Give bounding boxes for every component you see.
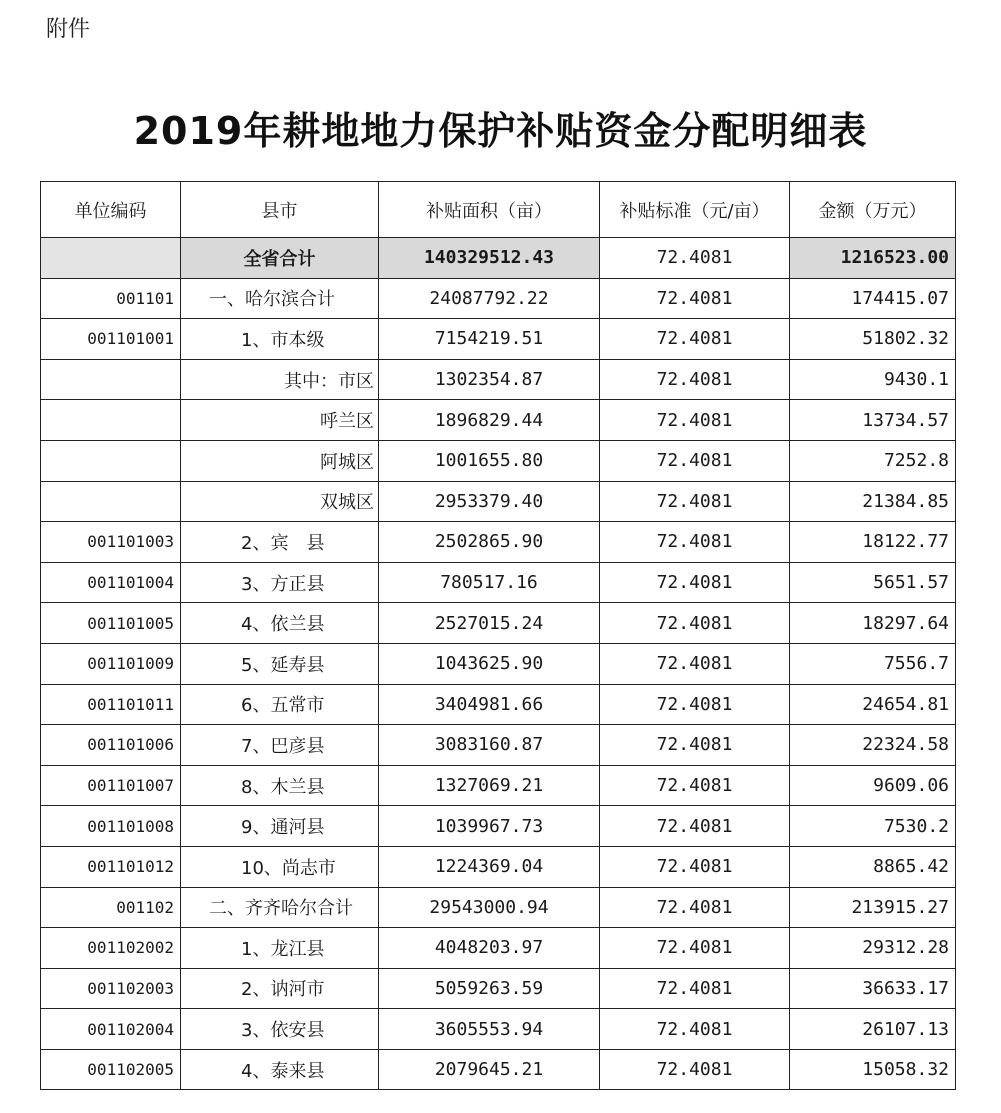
cell-area: 140329512.43	[379, 238, 600, 279]
cell-standard: 72.4081	[600, 806, 790, 847]
cell-county: 4、依兰县	[181, 603, 379, 644]
document-title: 2019年耕地地力保护补贴资金分配明细表	[133, 109, 868, 153]
cell-amount: 1216523.00	[790, 238, 956, 279]
cell-standard: 72.4081	[600, 887, 790, 928]
cell-county: 9、通河县	[181, 806, 379, 847]
cell-amount: 13734.57	[790, 400, 956, 441]
cell-standard: 72.4081	[600, 725, 790, 766]
cell-code: 001101007	[41, 765, 181, 806]
cell-standard: 72.4081	[600, 238, 790, 279]
cell-standard: 72.4081	[600, 400, 790, 441]
cell-amount: 21384.85	[790, 481, 956, 522]
cell-area: 3404981.66	[379, 684, 600, 725]
cell-county: 全省合计	[181, 238, 379, 279]
cell-code: 001101001	[41, 319, 181, 360]
attachment-label: 附件	[46, 17, 91, 42]
cell-county: 4、泰来县	[181, 1049, 379, 1090]
cell-standard: 72.4081	[600, 603, 790, 644]
cell-county: 阿城区	[181, 440, 379, 481]
cell-standard: 72.4081	[600, 846, 790, 887]
cell-area: 1001655.80	[379, 440, 600, 481]
cell-standard: 72.4081	[600, 1049, 790, 1090]
cell-standard: 72.4081	[600, 765, 790, 806]
cell-county: 3、依安县	[181, 1009, 379, 1050]
table-row	[41, 643, 956, 684]
cell-area: 7154219.51	[379, 319, 600, 360]
cell-amount: 26107.13	[790, 1009, 956, 1050]
table-row	[41, 238, 956, 279]
cell-amount: 24654.81	[790, 684, 956, 725]
table-row	[41, 522, 956, 563]
table-row	[41, 278, 956, 319]
table-row	[41, 968, 956, 1009]
cell-code	[41, 400, 181, 441]
cell-code	[41, 238, 181, 279]
cell-amount: 7252.8	[790, 440, 956, 481]
cell-code: 001102005	[41, 1049, 181, 1090]
cell-area: 1224369.04	[379, 846, 600, 887]
cell-amount: 29312.28	[790, 928, 956, 969]
cell-amount: 174415.07	[790, 278, 956, 319]
table-row	[41, 319, 956, 360]
cell-county: 1、龙江县	[181, 928, 379, 969]
cell-area: 1302354.87	[379, 359, 600, 400]
cell-amount: 18122.77	[790, 522, 956, 563]
cell-area: 1043625.90	[379, 643, 600, 684]
cell-area: 4048203.97	[379, 928, 600, 969]
cell-code: 001101008	[41, 806, 181, 847]
table-header-row	[41, 182, 956, 238]
table-row	[41, 887, 956, 928]
cell-area: 2079645.21	[379, 1049, 600, 1090]
cell-standard: 72.4081	[600, 562, 790, 603]
table-row	[41, 440, 956, 481]
cell-code: 001102	[41, 887, 181, 928]
cell-area: 2502865.90	[379, 522, 600, 563]
cell-area: 29543000.94	[379, 887, 600, 928]
cell-county: 7、巴彦县	[181, 725, 379, 766]
cell-amount: 213915.27	[790, 887, 956, 928]
table-row	[41, 1049, 956, 1090]
cell-area: 2953379.40	[379, 481, 600, 522]
table-row	[41, 359, 956, 400]
cell-area: 1039967.73	[379, 806, 600, 847]
cell-county: 6、五常市	[181, 684, 379, 725]
cell-standard: 72.4081	[600, 319, 790, 360]
cell-county: 其中：市区	[181, 359, 379, 400]
cell-amount: 36633.17	[790, 968, 956, 1009]
cell-county: 1、市本级	[181, 319, 379, 360]
cell-code: 001101003	[41, 522, 181, 563]
column-header-area: 补贴面积（亩）	[379, 182, 600, 238]
cell-county: 2、讷河市	[181, 968, 379, 1009]
cell-area: 3083160.87	[379, 725, 600, 766]
cell-area: 3605553.94	[379, 1009, 600, 1050]
cell-amount: 51802.32	[790, 319, 956, 360]
cell-code: 001101006	[41, 725, 181, 766]
column-header-standard: 补贴标准（元/亩）	[600, 182, 790, 238]
cell-amount: 8865.42	[790, 846, 956, 887]
cell-amount: 7556.7	[790, 643, 956, 684]
cell-county: 10、尚志市	[181, 846, 379, 887]
table-body	[41, 238, 956, 1090]
table-row	[41, 562, 956, 603]
table-row	[41, 928, 956, 969]
cell-standard: 72.4081	[600, 1009, 790, 1050]
cell-amount: 9609.06	[790, 765, 956, 806]
cell-code: 001101	[41, 278, 181, 319]
cell-standard: 72.4081	[600, 643, 790, 684]
cell-standard: 72.4081	[600, 968, 790, 1009]
cell-county: 二、齐齐哈尔合计	[181, 887, 379, 928]
column-header-county: 县市	[181, 182, 379, 238]
cell-amount: 22324.58	[790, 725, 956, 766]
cell-code	[41, 440, 181, 481]
table-row	[41, 603, 956, 644]
cell-code: 001101009	[41, 643, 181, 684]
cell-code: 001101005	[41, 603, 181, 644]
cell-area: 1327069.21	[379, 765, 600, 806]
cell-amount: 18297.64	[790, 603, 956, 644]
cell-area: 780517.16	[379, 562, 600, 603]
cell-amount: 9430.1	[790, 359, 956, 400]
cell-code: 001101004	[41, 562, 181, 603]
table-row	[41, 400, 956, 441]
cell-county: 5、延寿县	[181, 643, 379, 684]
table-row	[41, 846, 956, 887]
cell-standard: 72.4081	[600, 481, 790, 522]
cell-standard: 72.4081	[600, 359, 790, 400]
table-row	[41, 1009, 956, 1050]
cell-area: 1896829.44	[379, 400, 600, 441]
table-row	[41, 725, 956, 766]
cell-code: 001101012	[41, 846, 181, 887]
cell-amount: 15058.32	[790, 1049, 956, 1090]
cell-area: 2527015.24	[379, 603, 600, 644]
cell-code: 001102003	[41, 968, 181, 1009]
cell-county: 2、宾 县	[181, 522, 379, 563]
cell-area: 5059263.59	[379, 968, 600, 1009]
cell-county: 一、哈尔滨合计	[181, 278, 379, 319]
table-row	[41, 765, 956, 806]
table-row	[41, 684, 956, 725]
cell-standard: 72.4081	[600, 684, 790, 725]
cell-amount: 7530.2	[790, 806, 956, 847]
cell-code: 001102004	[41, 1009, 181, 1050]
cell-county: 呼兰区	[181, 400, 379, 441]
table-row	[41, 806, 956, 847]
cell-code: 001102002	[41, 928, 181, 969]
cell-standard: 72.4081	[600, 440, 790, 481]
cell-code	[41, 359, 181, 400]
cell-code	[41, 481, 181, 522]
table-row	[41, 481, 956, 522]
cell-standard: 72.4081	[600, 278, 790, 319]
cell-standard: 72.4081	[600, 522, 790, 563]
cell-county: 双城区	[181, 481, 379, 522]
cell-area: 24087792.22	[379, 278, 600, 319]
cell-county: 3、方正县	[181, 562, 379, 603]
column-header-amount: 金额（万元）	[790, 182, 956, 238]
column-header-code: 单位编码	[41, 182, 181, 238]
allocation-table	[40, 181, 956, 1090]
cell-county: 8、木兰县	[181, 765, 379, 806]
cell-code: 001101011	[41, 684, 181, 725]
cell-amount: 5651.57	[790, 562, 956, 603]
cell-standard: 72.4081	[600, 928, 790, 969]
